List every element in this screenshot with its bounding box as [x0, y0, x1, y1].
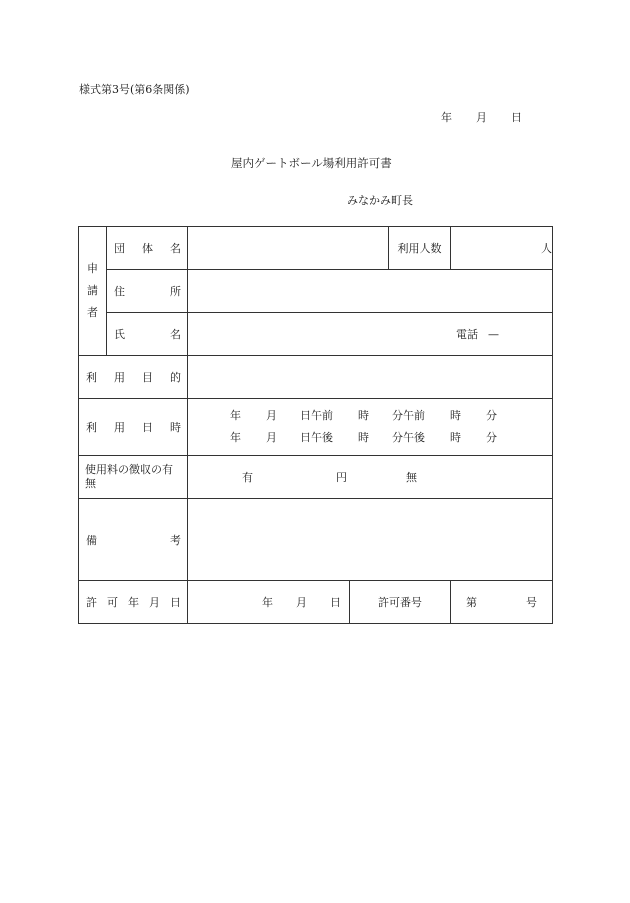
- datetime-label: 利 用 日 時: [79, 399, 188, 456]
- fee-yen-unit: 円: [336, 471, 347, 484]
- permit-date-label: 許 可 年 月 日: [79, 581, 188, 624]
- address-label: 住 所: [107, 270, 188, 313]
- permit-form-table: [78, 226, 553, 624]
- datetime-field[interactable]: [188, 399, 553, 456]
- date-month: 月: [476, 111, 487, 124]
- user-count-field[interactable]: [451, 227, 553, 270]
- fee-yes-option[interactable]: 有: [242, 471, 253, 484]
- remarks-field[interactable]: [188, 499, 553, 581]
- user-count-unit: 人: [541, 242, 552, 255]
- phone-label: 電話: [456, 328, 478, 341]
- permit-number-label: 許可番号: [350, 581, 451, 624]
- phone-dash: —: [488, 328, 499, 341]
- datetime-afternoon-line: 年 月 日午後 時 分午後 時 分: [230, 431, 497, 444]
- fee-no-option[interactable]: 無: [406, 471, 417, 484]
- permit-number-go: 号: [526, 596, 537, 609]
- address-field[interactable]: [188, 270, 553, 313]
- date-day: 日: [511, 111, 522, 124]
- datetime-morning-line: 年 月 日午前 時 分午前 時 分: [230, 409, 497, 422]
- name-field[interactable]: [188, 313, 553, 356]
- document-title: 屋内ゲートボール場利用許可書: [231, 156, 392, 170]
- issuer-name: みなかみ町長: [347, 194, 413, 207]
- fee-field[interactable]: [188, 456, 553, 499]
- permit-date-field[interactable]: 年 月 日: [188, 581, 350, 624]
- user-count-label: 利用人数: [389, 227, 451, 270]
- remarks-label: 備 考: [79, 499, 188, 581]
- purpose-field[interactable]: [188, 356, 553, 399]
- name-label: 氏 名: [107, 313, 188, 356]
- permit-number-field[interactable]: [451, 581, 553, 624]
- group-name-field[interactable]: [188, 227, 389, 270]
- group-name-label: 団 体 名: [107, 227, 188, 270]
- issue-date-line: [441, 109, 522, 125]
- applicant-group-label: 申 請 者: [79, 227, 107, 356]
- form-number: 様式第3号(第6条関係): [79, 83, 190, 96]
- date-year: 年: [441, 111, 452, 124]
- purpose-label: 利 用 目 的: [79, 356, 188, 399]
- fee-label: 使用料の徴収の有無: [79, 456, 188, 499]
- phone-field[interactable]: [456, 326, 499, 342]
- permit-number-dai: 第: [466, 596, 477, 609]
